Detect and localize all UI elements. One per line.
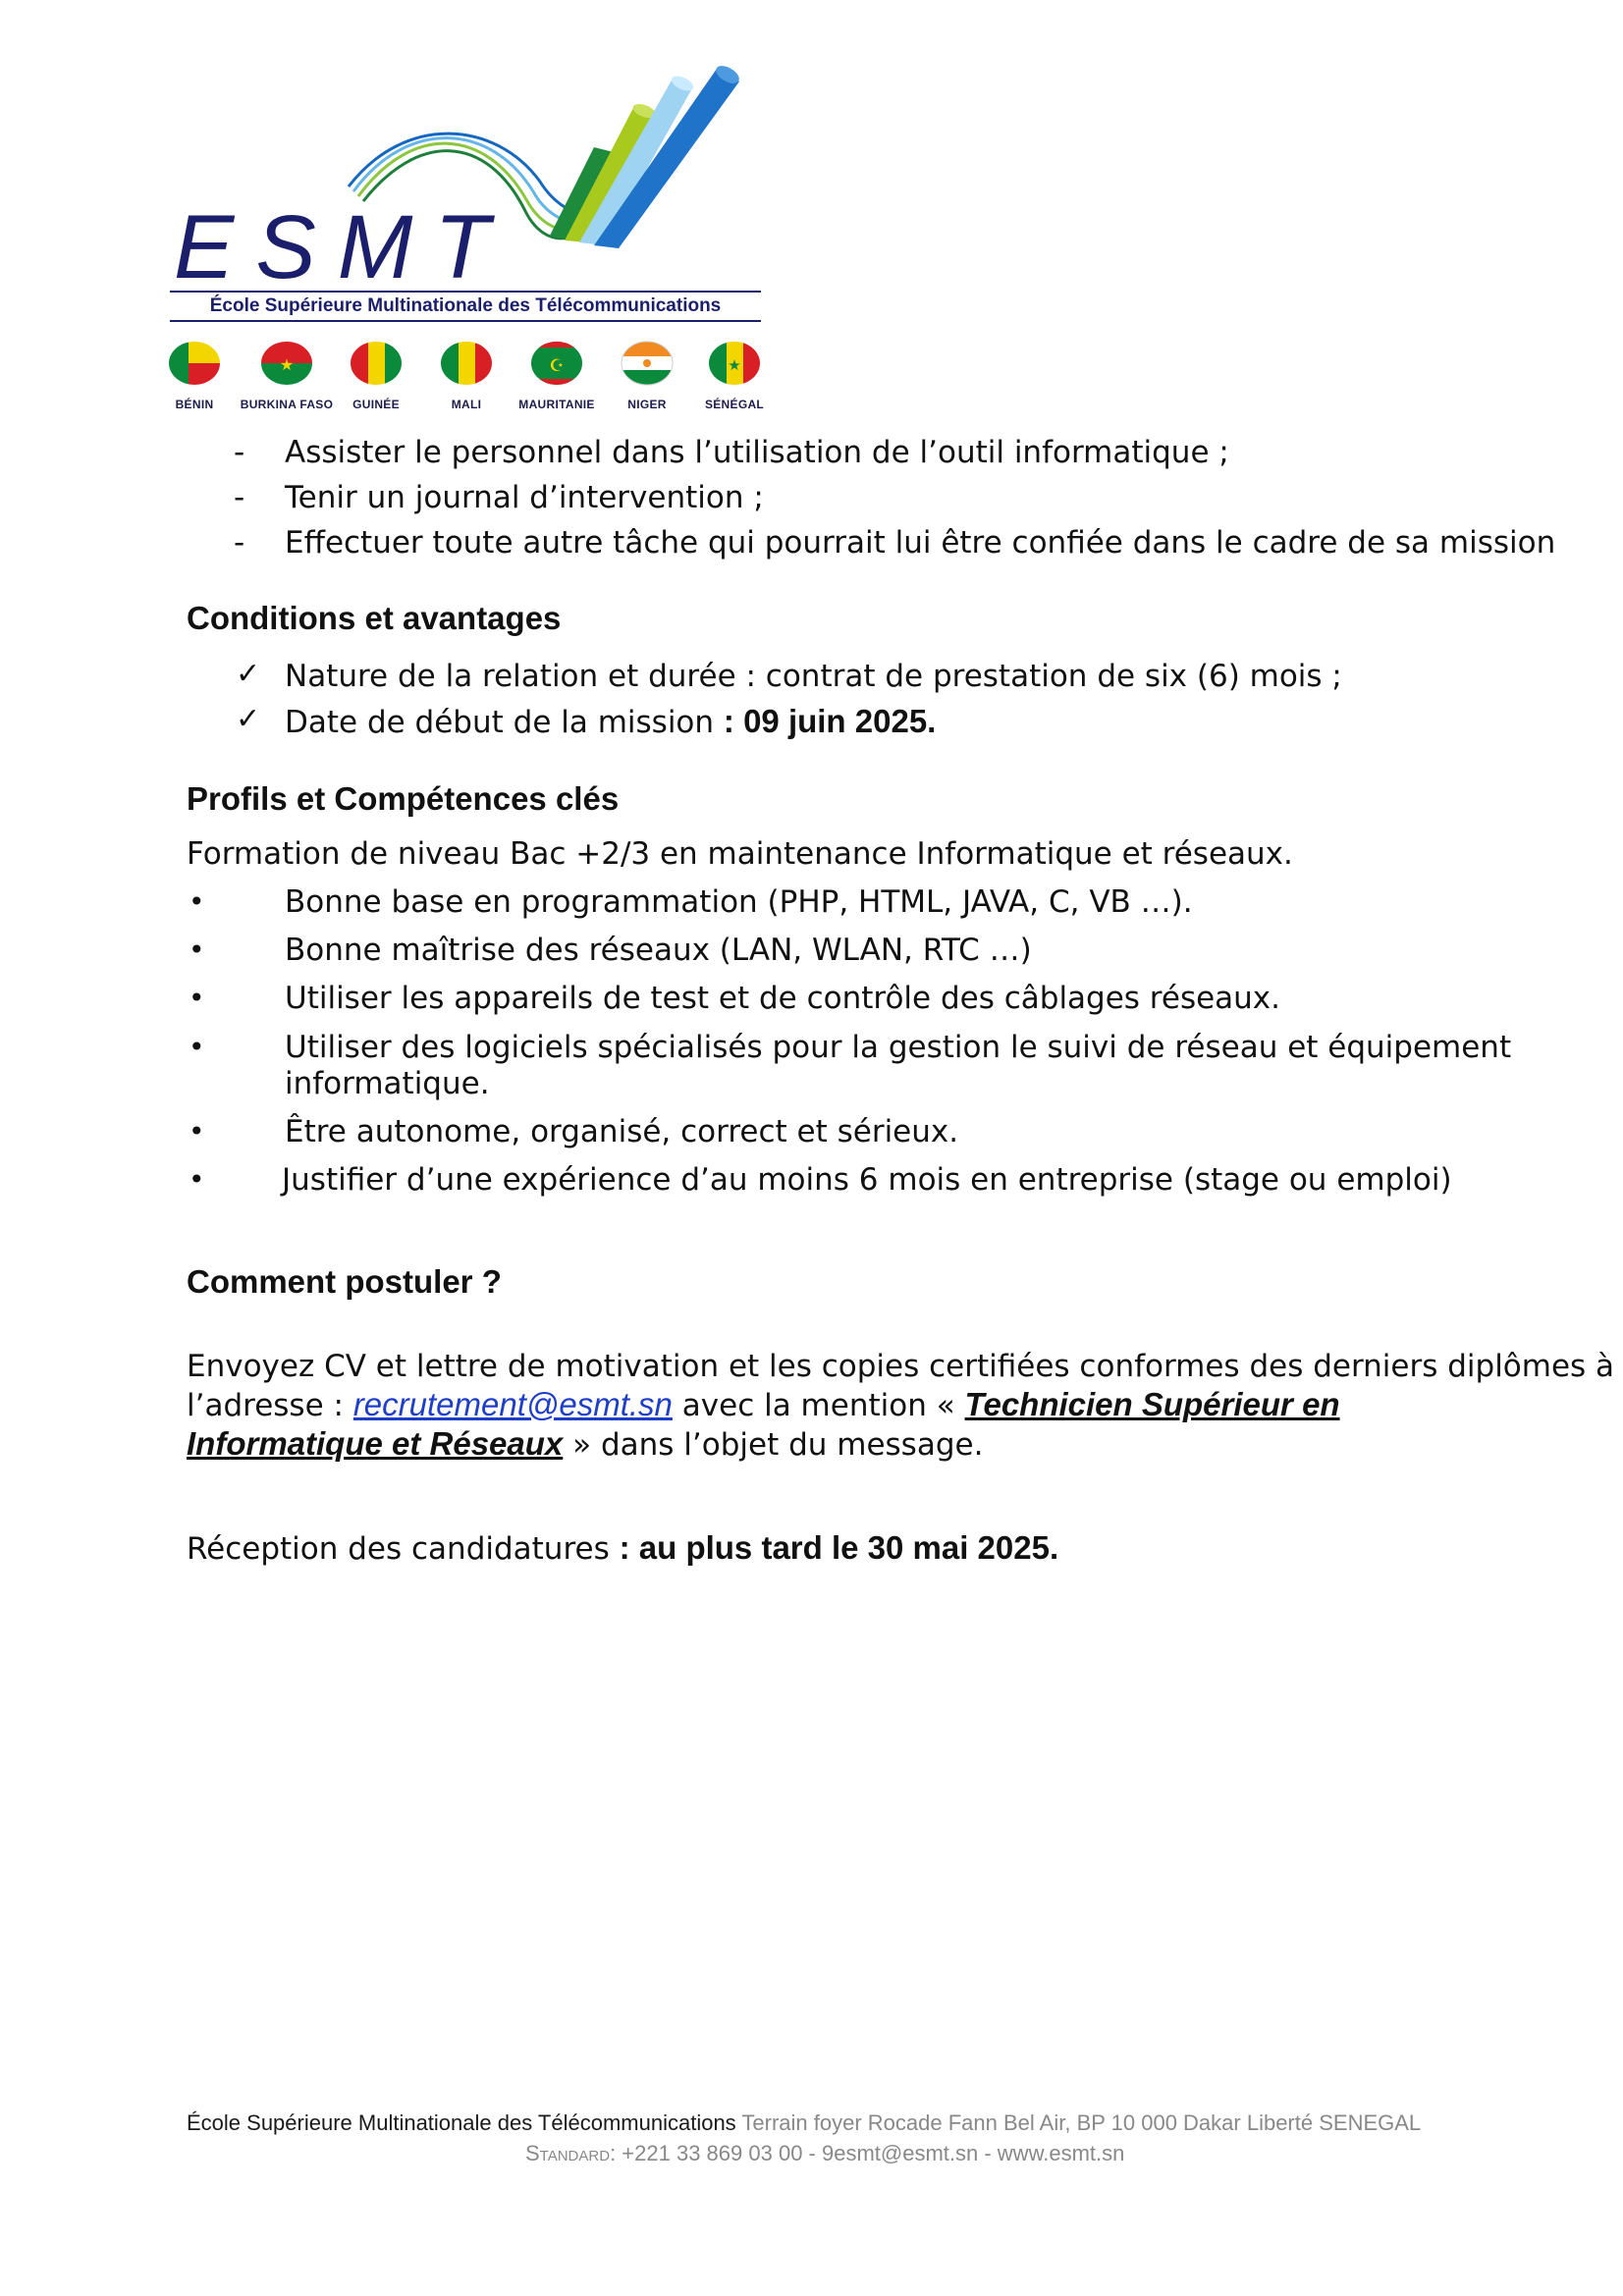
- esmt-logo: [162, 54, 790, 417]
- footer-contact-text: : +221 33 869 03 00 - 9esmt@esmt.sn - www.esmt.sn: [610, 2141, 1125, 2165]
- logo-full-name: École Supérieure Multinationale des Télécommunications: [209, 295, 722, 316]
- condition-start-label: Date de début de la mission: [285, 705, 724, 740]
- job-title-mention: Technicien Supérieur en: [964, 1386, 1340, 1422]
- apply-subject-note: » dans l’objet du message.: [563, 1427, 984, 1463]
- apply-instructions-line2: [187, 1386, 1340, 1424]
- conditions-heading: Conditions et avantages: [187, 600, 562, 636]
- deadline: [187, 1529, 1058, 1568]
- dash-marker: -: [234, 525, 245, 561]
- footer-standard-label: Standard: [525, 2141, 611, 2165]
- flag-senegal: [709, 342, 761, 385]
- flag-niger: [622, 342, 673, 385]
- profile-item-continuation: informatique.: [285, 1066, 490, 1101]
- profiles-intro: Formation de niveau Bac +2/3 en maintenance Informatique et réseaux.: [187, 836, 1293, 872]
- deadline-date: : au plus tard le 30 mai 2025.: [619, 1529, 1059, 1566]
- footer-contact: [525, 2141, 1124, 2166]
- apply-instructions-line3: [187, 1425, 983, 1464]
- apply-mention-label: avec la mention «: [672, 1388, 965, 1423]
- bullet-marker: •: [189, 1163, 205, 1196]
- bullet-marker: •: [189, 934, 205, 966]
- profile-item: Être autonome, organisé, correct et sérieux.: [285, 1114, 959, 1149]
- profiles-heading: Profils et Compétences clés: [187, 780, 620, 817]
- apply-heading: Comment postuler ?: [187, 1263, 502, 1300]
- country-label-mali: MALI: [451, 398, 482, 411]
- svg-text:☪: ☪: [549, 356, 565, 376]
- dash-marker: -: [234, 480, 245, 515]
- task-item: Effectuer toute autre tâche qui pourrait lui être confiée dans le cadre de sa mission: [285, 525, 1556, 561]
- country-label-benin: BÉNIN: [175, 398, 214, 411]
- profile-item: Utiliser les appareils de test et de contrôle des câblages réseaux.: [285, 981, 1281, 1016]
- checkmark-icon: ✓: [236, 702, 261, 736]
- bullet-marker: •: [189, 1115, 205, 1148]
- dash-marker: -: [234, 435, 245, 470]
- profile-item: Utiliser des logiciels spécialisés pour la gestion le suivi de réseau et équipement: [285, 1030, 1512, 1065]
- logo-graphic: [162, 54, 790, 417]
- footer-school-name: École Supérieure Multinationale des Télécommunications: [187, 2110, 736, 2135]
- flag-benin: [169, 342, 220, 385]
- apply-address-label: l’adresse :: [187, 1388, 353, 1423]
- svg-text:★: ★: [279, 355, 295, 374]
- condition-start-date: : 09 juin 2025.: [723, 703, 937, 739]
- svg-text:★: ★: [728, 356, 741, 374]
- profile-item: Justifier d’une expérience d’au moins 6 mois en entreprise (stage ou emploi): [282, 1162, 1452, 1198]
- bullet-marker: •: [189, 885, 205, 918]
- checkmark-icon: ✓: [236, 657, 261, 691]
- flag-mali: [441, 342, 493, 385]
- apply-instructions-line1: Envoyez CV et lettre de motivation et les copies certifiées conformes des derniers diplômes à: [187, 1349, 1615, 1384]
- condition-item: [285, 703, 936, 741]
- job-title-mention-continued: Informatique et Réseaux: [187, 1425, 564, 1462]
- deadline-label: Réception des candidatures: [187, 1531, 620, 1567]
- country-label-niger: NIGER: [627, 398, 667, 411]
- task-item: Assister le personnel dans l’utilisation de l’outil informatique ;: [285, 435, 1229, 470]
- condition-item: Nature de la relation et durée : contrat de prestation de six (6) mois ;: [285, 659, 1342, 694]
- profile-item: Bonne base en programmation (PHP, HTML, JAVA, C, VB …).: [285, 884, 1193, 920]
- country-label-senegal: SÉNÉGAL: [704, 398, 765, 411]
- country-label-burkina-faso: BURKINA FASO: [240, 398, 334, 411]
- footer-address: [187, 2110, 1421, 2136]
- country-label-guinee: GUINÉE: [352, 398, 400, 411]
- recruitment-email-link[interactable]: recrutement@esmt.sn: [352, 1386, 673, 1422]
- profile-item: Bonne maîtrise des réseaux (LAN, WLAN, RTC …): [285, 933, 1032, 968]
- footer-address-text: Terrain foyer Rocade Fann Bel Air, BP 10 000 Dakar Liberté SENEGAL: [735, 2110, 1422, 2135]
- logo-acronym: ESMT: [174, 197, 512, 297]
- task-item: Tenir un journal d’intervention ;: [285, 480, 764, 515]
- flag-burkina-faso: [261, 342, 312, 385]
- country-label-mauritanie: MAURITANIE: [518, 398, 595, 411]
- flag-guinee: [351, 342, 403, 385]
- bullet-marker: •: [189, 982, 205, 1014]
- bullet-marker: •: [189, 1031, 205, 1063]
- flag-mauritanie: [531, 342, 582, 385]
